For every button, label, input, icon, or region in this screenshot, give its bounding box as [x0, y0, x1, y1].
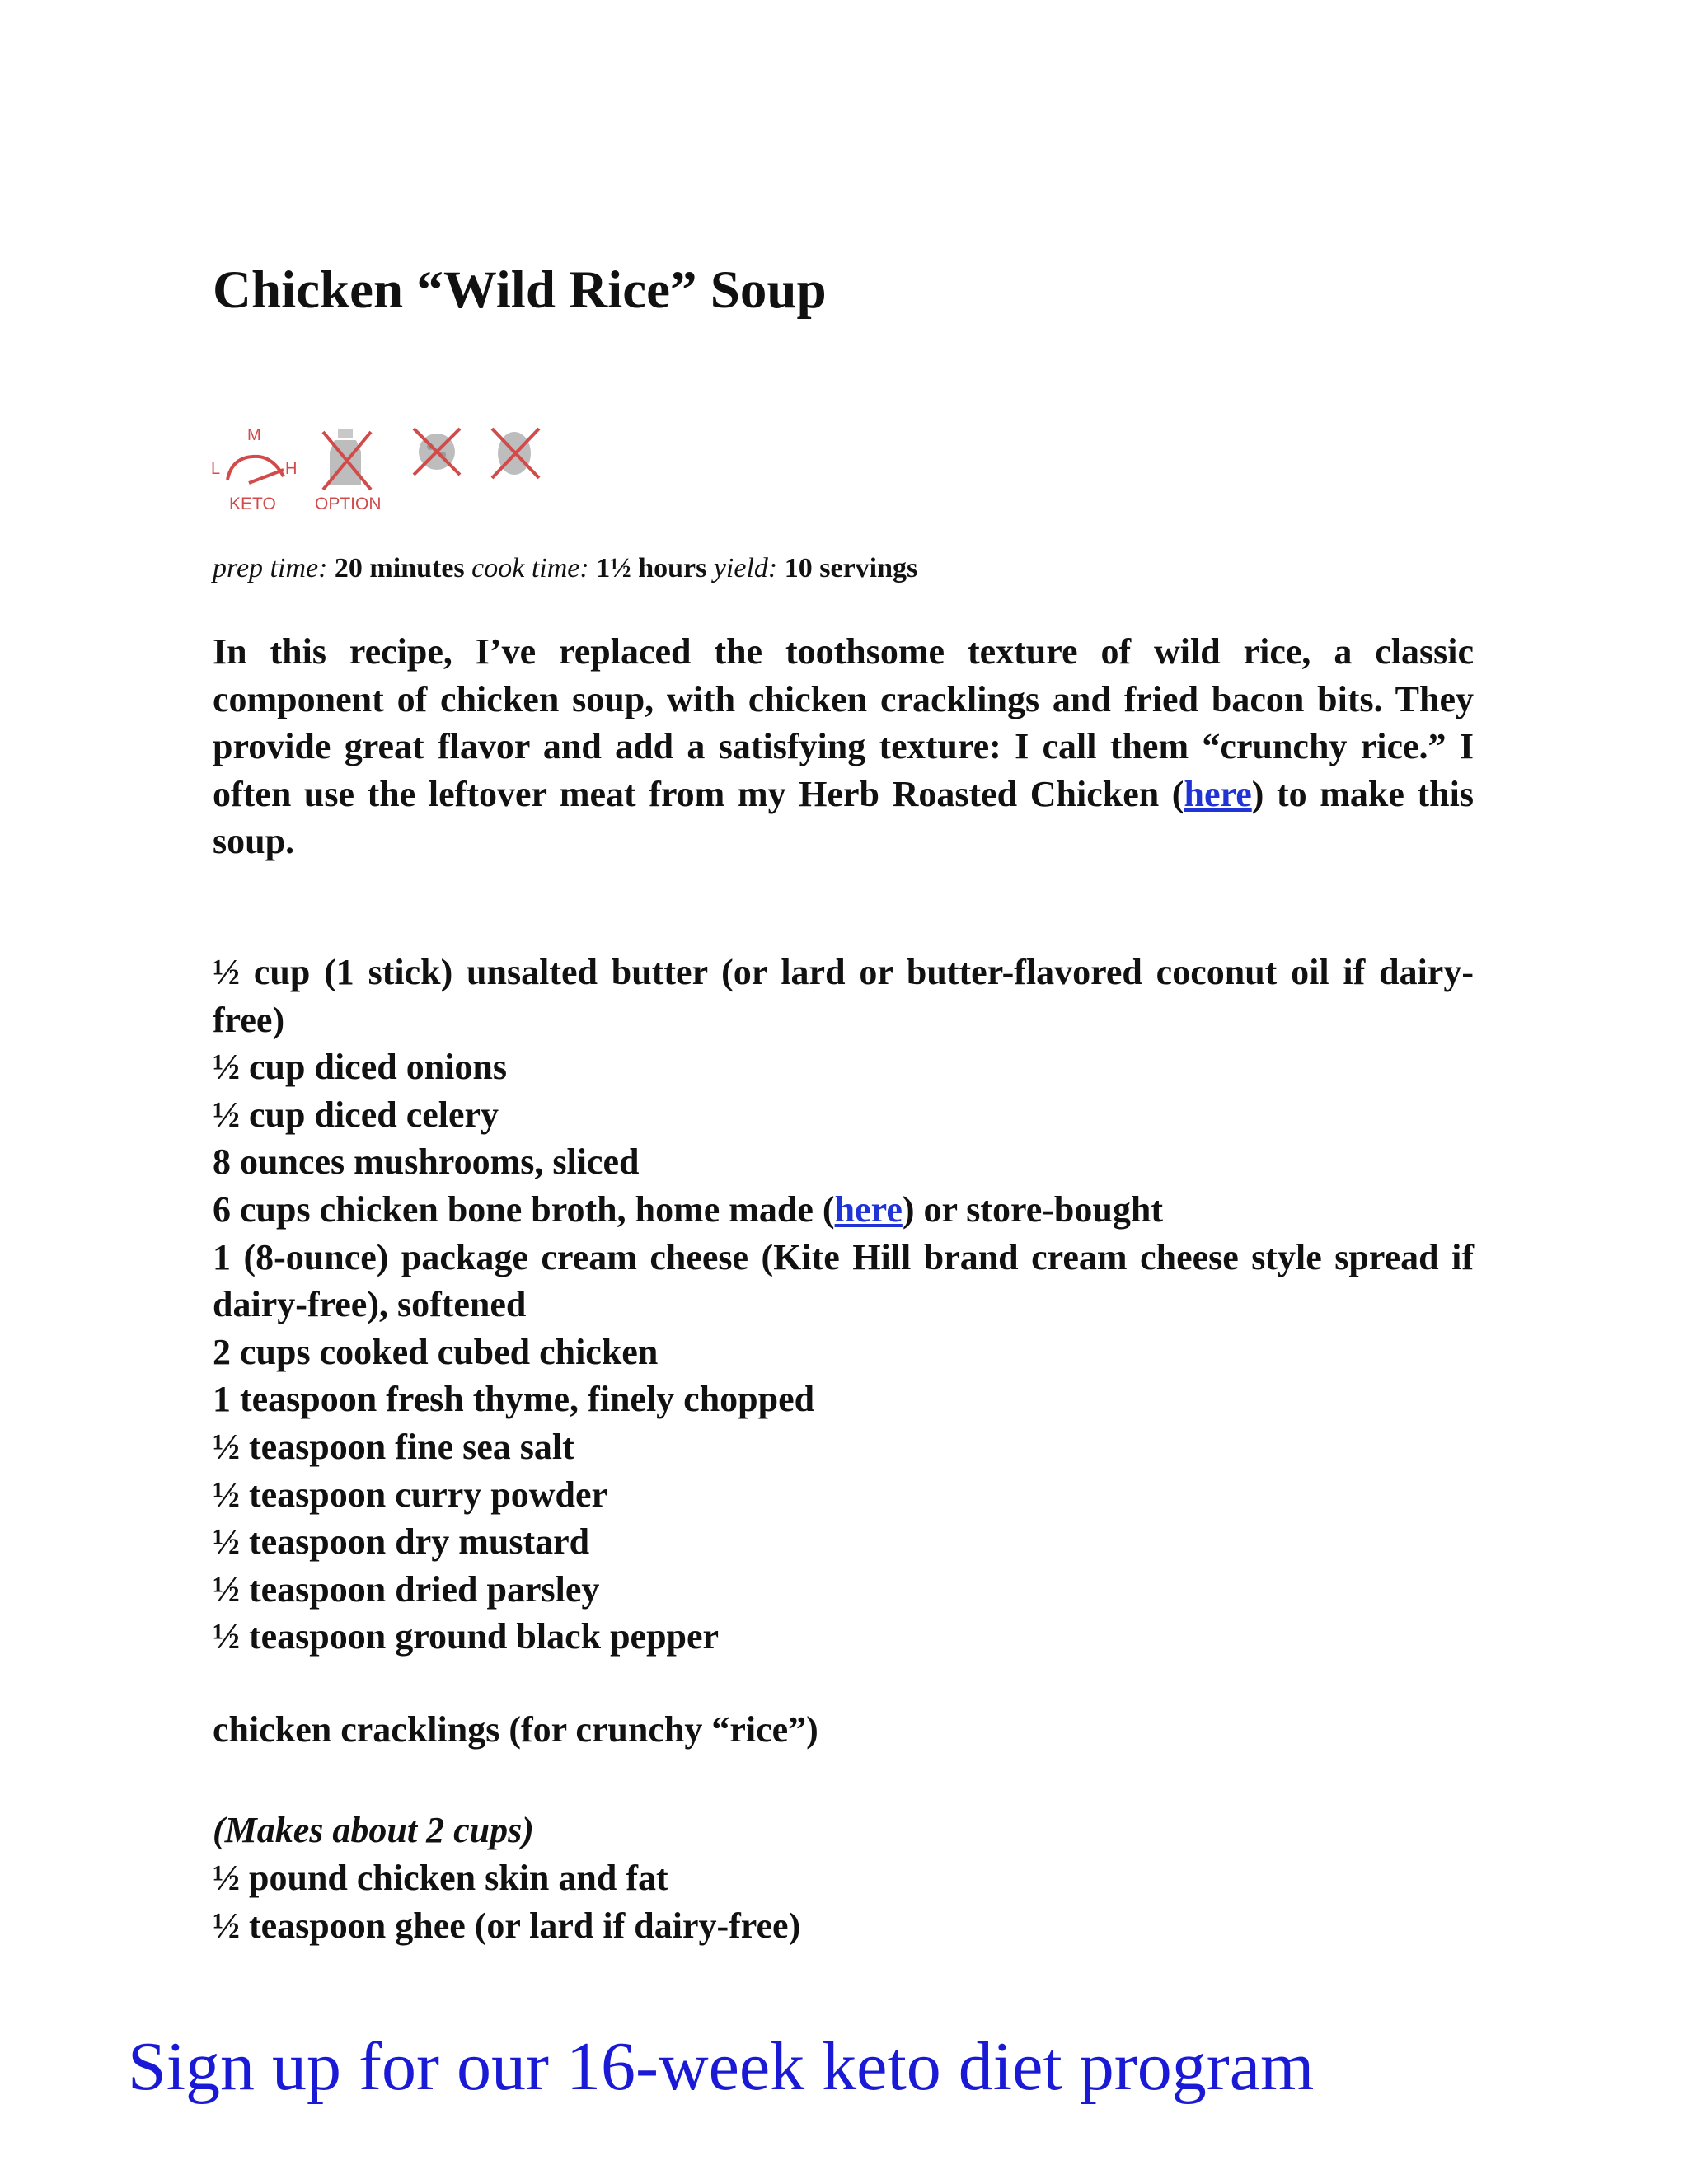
cook-time-label: cook time:: [471, 553, 589, 583]
ingredient-list: [213, 949, 1474, 1661]
egg-free-icon: [492, 429, 539, 478]
bone-broth-link[interactable]: here: [834, 1188, 903, 1230]
ingredient-item: ½ cup (1 stick) unsalted butter (or lard or butter-flavored coconut oil if dairy-free): [213, 952, 1474, 1040]
ingredient-item: ½ teaspoon fine sea salt: [213, 1426, 574, 1467]
recipe-title: Chicken “Wild Rice” Soup: [213, 260, 827, 320]
cracklings-ingredient-item: ½ pound chicken skin and fat: [213, 1858, 668, 1898]
cracklings-title: chicken cracklings (for crunchy “rice”): [213, 1709, 818, 1750]
yield-label: yield:: [713, 553, 778, 583]
prep-time-label: prep time:: [213, 553, 328, 583]
recipe-intro: [213, 628, 1474, 865]
ingredient-item: ½ cup diced celery: [213, 1094, 499, 1135]
herb-roasted-chicken-link[interactable]: here: [1184, 773, 1252, 814]
broth-text: 6 cups chicken bone broth, home made (: [213, 1188, 835, 1230]
svg-text:KETO: KETO: [229, 494, 276, 513]
keto-program-signup-link[interactable]: Sign up for our 16-week keto diet program: [128, 2028, 1315, 2105]
prep-time-value: 20 minutes: [334, 553, 465, 583]
diet-badges: [208, 422, 554, 519]
ingredient-item: ½ teaspoon curry powder: [213, 1474, 608, 1515]
ingredient-item: 8 ounces mushrooms, sliced: [213, 1141, 640, 1183]
intro-text: In this recipe, I’ve replaced the toothsome texture of wild rice, a classic component of chicken soup, with chicken cracklings and fried bacon bits. They provide great flavor and add a satisfying texture: I call them “crunchy rice.” I often use the leftover meat from my Herb Roasted Chicken (: [213, 631, 1474, 814]
svg-text:H: H: [285, 460, 298, 478]
svg-text:L: L: [211, 460, 221, 478]
cracklings-yield: (Makes about 2 cups): [213, 1810, 534, 1850]
recipe-meta: [213, 551, 917, 587]
nut-free-icon: [414, 429, 460, 475]
ingredient-item: 1 teaspoon fresh thyme, finely chopped: [213, 1379, 815, 1420]
intro-text-end: ) to make this soup.: [213, 773, 1474, 862]
broth-text-end: ) or store-bought: [902, 1188, 1163, 1230]
keto-scale-icon: [211, 426, 297, 513]
ingredient-item: ½ teaspoon ground black pepper: [213, 1616, 720, 1657]
yield-value: 10 servings: [784, 553, 918, 583]
ingredient-item: ½ teaspoon dried parsley: [213, 1568, 600, 1610]
svg-text:OPTION: OPTION: [315, 494, 382, 513]
dairy-free-option-icon: [315, 429, 382, 513]
ingredient-item: ½ teaspoon dry mustard: [213, 1521, 590, 1563]
diet-badges-graphic: [208, 422, 554, 519]
ingredient-item: 1 (8-ounce) package cream cheese (Kite Hill brand cream cheese style spread if dairy-free), softened: [213, 1236, 1474, 1325]
cracklings-ingredient-item: ½ teaspoon ghee (or lard if dairy-free): [213, 1905, 801, 1946]
ingredient-item: 2 cups cooked cubed chicken: [213, 1331, 659, 1372]
cracklings-ingredient-list: [213, 1854, 800, 1949]
ingredient-item: [213, 1186, 1474, 1234]
cook-time-value: 1½ hours: [596, 553, 707, 583]
ingredient-item: ½ cup diced onions: [213, 1047, 507, 1088]
svg-text:M: M: [247, 426, 261, 444]
